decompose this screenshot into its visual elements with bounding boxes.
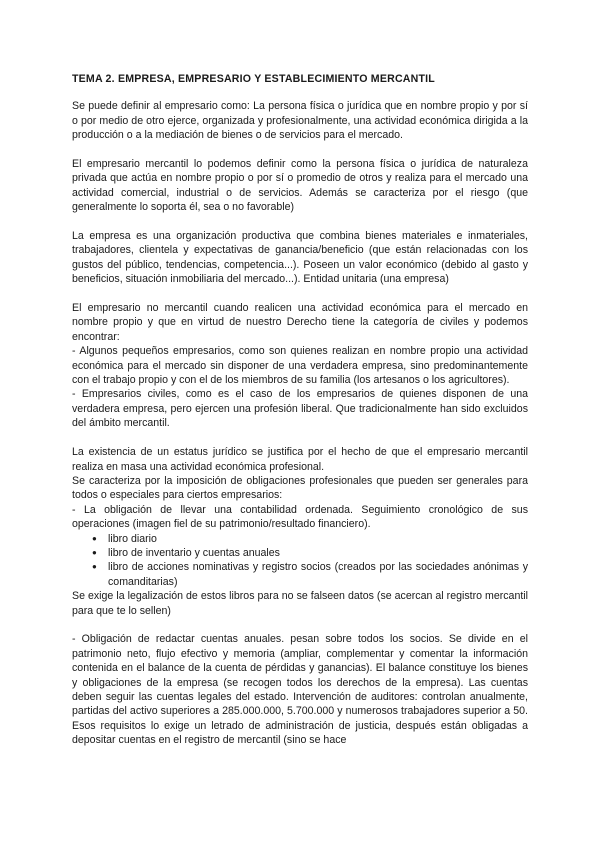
paragraph-empresario-mercantil: El empresario mercantil lo podemos definir como la persona física o jurídica de naturaleza privada que actúa en nombre propio o por sí o promedio de otros y realiza para el mercado una actividad comercial, industrial o de servicios. Además se caracteriza por el riesgo (que generalmente lo soporta él, sea o no favorable) [72,158,528,214]
paragraph-estatus-juridico: La existencia de un estatus jurídico se justifica por el hecho de que el empresario mercantil realiza en masa una actividad económica profesional. [72,446,528,473]
paragraph-obligaciones: Se caracteriza por la imposición de obligaciones profesionales que pueden ser generales para todos o especiales para ciertos empresarios: [72,474,528,502]
page-title: TEMA 2. EMPRESA, EMPRESARIO Y ESTABLECIMIENTO MERCANTIL [72,73,435,85]
document-page [72,72,528,748]
list-item: ● libro de acciones nominativas y registro socios (creados por las sociedades anónimas y comanditarias) [92,560,528,589]
list-item: ● libro de inventario y cuentas anuales [92,546,528,560]
paragraph-contabilidad: - La obligación de llevar una contabilidad ordenada. Seguimiento cronológico de sus operaciones (imagen fiel de su patrimonio/resultado financiero). [72,503,528,531]
paragraph-empresario-no-mercantil: El empresario no mercantil cuando realicen una actividad económica para el mercado en nombre propio y que en virtud de nuestro Derecho tiene la categoría de civiles y podemos encontrar: [72,302,528,343]
paragraph-empresario-definition: Se puede definir al empresario como: La persona física o jurídica que en nombre propio y por sí o por medio de otro ejerce, organizada y profesionalmente, una actividad económica dirigida a la producción o a la mediación de bienes o de servicios para el mercado. [72,100,528,142]
paragraph-legalizacion: Se exige la legalización de estos libros para no se falseen datos (se acercan al registro mercantil para que te lo sellen) [72,590,528,617]
paragraph-empresa: La empresa es una organización productiva que combina bienes materiales e inmateriales, trabajadores, clientela y expectativas de ganancia/beneficio (que están relacionadas con los gustos del público, tendencias, competencia...). Poseen un valor económico (debido al gasto y beneficios, situación inmobiliaria del mercado...). Entidad unitaria (una empresa) [72,230,528,286]
bullet-list-libros [72,532,528,590]
paragraph-pequenos-empresarios: - Algunos pequeños empresarios, como son quienes realizan en nombre propio una actividad económica para el mercado sin disponer de una verdadera empresa, sino predominantemente con el trabajo propio y con el de los miembros de su familia (los artesanos o los agricultores). [72,345,528,387]
paragraph-empresarios-civiles: - Empresarios civiles, como es el caso de los empresarios de quienes disponen de una verdadera empresa, pero ejercen una profesión liberal. Que tradicionalmente han sido excluidos del ámbito mercantil. [72,388,528,430]
list-item: ● libro diario [92,532,528,546]
paragraph-cuentas-anuales: - Obligación de redactar cuentas anuales. pesan sobre todos los socios. Se divide en el patrimonio neto, flujo efectivo y memoria (ampliar, complementar y comentar la información contenida en el balance de la cuenta de pérdidas y ganancias). El balance constituye los bienes y obligaciones de la empresa (se recogen todos los derechos de la empresa). Las cuentas deben seguir las cuentas legales del estado. Intervención de auditores: controlan anualmente, partidas del activo superiores a 285.000.000, 5.700.000 y numerosos trabajadores superior a 50. Esos requisitos lo exige un letrado de administración de justicia, después están obligadas a depositar cuentas en el registro de mercantil (sino se hace [72,633,528,747]
